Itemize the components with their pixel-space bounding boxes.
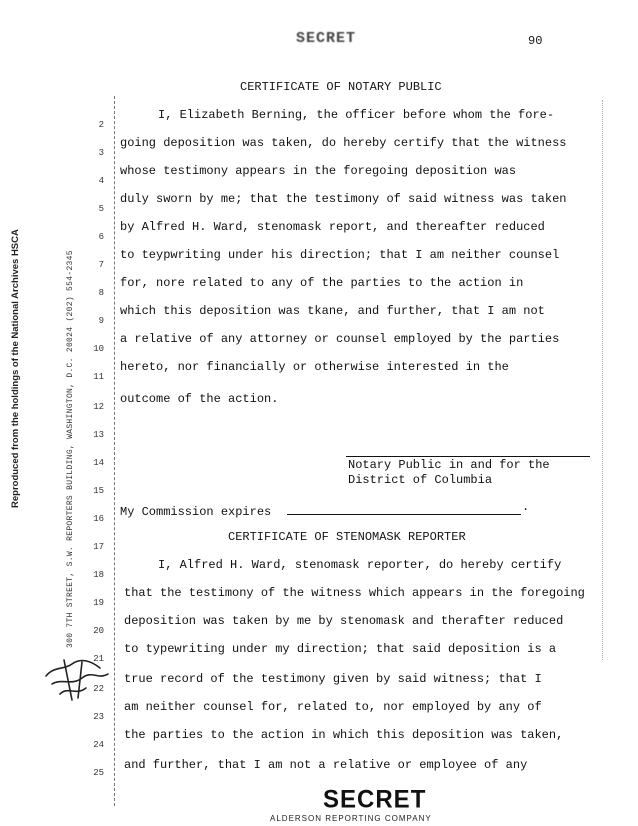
- line-number: 10: [93, 344, 104, 354]
- line-number: 25: [93, 768, 104, 778]
- line-number: 8: [98, 288, 104, 298]
- commission-period: .: [522, 500, 530, 514]
- left-margin-rule: [114, 96, 115, 806]
- footer-company-name: ALDERSON REPORTING COMPANY: [270, 814, 432, 823]
- notary-text-line: I, Elizabeth Berning, the officer before whom the fore-: [158, 108, 555, 122]
- header-secret-stamp: SECRET: [296, 30, 357, 47]
- notary-text-line: hereto, nor financially or otherwise interested in the: [120, 360, 509, 374]
- notary-text-line: for, nore related to any of the parties to the action in: [120, 276, 524, 290]
- notary-signature-line: [346, 456, 590, 457]
- stenomask-text-line: I, Alfred H. Ward, stenomask reporter, do hereby certify: [158, 558, 562, 572]
- notary-text-line: whose testimony appears in the foregoing deposition was: [120, 164, 517, 178]
- line-number: 14: [93, 458, 104, 468]
- stenomask-text-line: to typewriting under my direction; that said deposition is a: [124, 642, 557, 656]
- line-number: 22: [93, 684, 104, 694]
- line-number: 6: [98, 232, 104, 242]
- line-number: 7: [98, 260, 104, 270]
- footer-secret-stamp: SECRET: [323, 785, 427, 814]
- notary-text-line: a relative of any attorney or counsel employed by the parties: [120, 332, 560, 346]
- line-number: 19: [93, 598, 104, 608]
- line-number: 4: [98, 176, 104, 186]
- line-number: 12: [93, 402, 104, 412]
- line-number: 11: [93, 372, 104, 382]
- line-number: 13: [93, 430, 104, 440]
- stenomask-text-line: true record of the testimony given by said witness; that I: [124, 672, 542, 686]
- right-margin-rule: [602, 100, 603, 660]
- line-number: 5: [98, 204, 104, 214]
- commission-expires-label: My Commission expires: [120, 505, 272, 519]
- commission-date-blank: [287, 502, 521, 515]
- notary-text-line: going deposition was taken, do hereby certify that the witness: [120, 136, 567, 150]
- line-number: 2: [98, 120, 104, 130]
- line-number: 18: [93, 570, 104, 580]
- page-number: 90: [528, 34, 543, 48]
- line-number: 3: [98, 148, 104, 158]
- notary-text-line: to teypwriting under his direction; that I am neither counsel: [120, 248, 560, 262]
- notary-signature-title: Notary Public in and for the: [348, 458, 550, 472]
- line-number: 17: [93, 542, 104, 552]
- stenomask-text-line: the parties to the action in which this deposition was taken,: [124, 728, 564, 742]
- archive-reproduction-note: Reproduced from the holdings of the National Archives HSCA: [10, 229, 21, 508]
- line-number: 9: [98, 316, 104, 326]
- stenomask-text-line: that the testimony of the witness which appears in the foregoing: [124, 586, 585, 600]
- stenomask-text-line: am neither counsel for, related to, nor employed by any of: [124, 700, 542, 714]
- handwritten-mark-icon: [42, 656, 112, 704]
- notary-certificate-heading: CERTIFICATE OF NOTARY PUBLIC: [240, 80, 442, 94]
- stenomask-text-line: and further, that I am not a relative or employee of any: [124, 758, 528, 772]
- line-number: 24: [93, 740, 104, 750]
- line-number: 15: [93, 486, 104, 496]
- line-number: 20: [93, 626, 104, 636]
- reporter-address: 300 7TH STREET, S.W. REPORTERS BUILDING, WASHINGTON, D.C. 20024 (202) 554-2345: [66, 250, 75, 648]
- notary-text-line: duly sworn by me; that the testimony of said witness was taken: [120, 192, 567, 206]
- line-number: 23: [93, 712, 104, 722]
- stenomask-certificate-heading: CERTIFICATE OF STENOMASK REPORTER: [228, 530, 466, 544]
- notary-text-line: by Alfred H. Ward, stenomask report, and thereafter reduced: [120, 220, 545, 234]
- notary-signature-jurisdiction: District of Columbia: [348, 473, 493, 487]
- stenomask-text-line: deposition was taken by me by stenomask and therafter reduced: [124, 614, 564, 628]
- notary-text-line: which this deposition was tkane, and further, that I am not: [120, 304, 545, 318]
- line-number: 21: [93, 654, 104, 664]
- notary-text-line: outcome of the action.: [120, 392, 279, 406]
- line-number: 16: [93, 514, 104, 524]
